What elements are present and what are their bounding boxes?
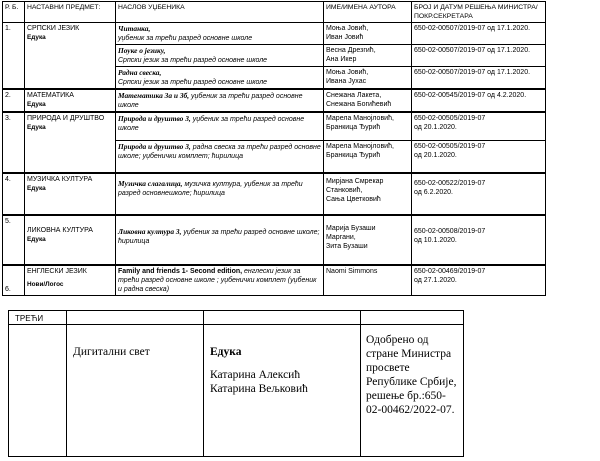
authors-cell [324,112,412,140]
subject-cell [25,173,116,215]
author: Снежана Лакета, [326,92,382,99]
title-bold: Радна свеска, [118,68,162,77]
subject-cell [25,23,116,90]
approval-text: 650-02-00505/2019-07 [414,115,486,122]
approval-text: 650-02-00545/2019-07 од 4.2.2020. [414,92,527,99]
author: Маргани, [326,234,356,241]
header-approval: БРОЈ И ДАТУМ РЕШЕЊА МИНИСТРА/ПОКР.СЕКРЕТАРА [412,2,546,23]
authors-cell [324,67,412,90]
approval-text: 650-02-00522/2019-07 [414,180,486,187]
title-bold: Природа и друштво 3, [118,141,191,151]
publisher-name: Едука [27,101,46,108]
title-rest: Српски језик за трећи разред основне школе [118,79,268,86]
digital-world-table [8,310,464,457]
textbook-table [2,1,546,296]
author: Naomi Simmons [326,268,378,275]
approval-cell [361,325,464,457]
empty-cell [204,311,361,325]
author: Моња Јовић, [326,69,369,76]
title-cell [116,89,324,112]
table-row [3,112,546,140]
author: Катарина Алексић [210,369,301,381]
author: Моња Јовић, [326,25,369,32]
author: Марела Манојловић, [326,115,394,122]
approval-cell [412,265,546,296]
authors-cell [324,89,412,112]
table-row [9,311,464,325]
row-number: 4. [3,173,25,215]
author: Сања Цветковић [326,196,381,203]
author: Ана Икер [326,56,357,63]
approval-date: од 20.1.2020. [414,151,457,159]
title-rest: Српски језик за трећи разред основне школе [118,57,268,64]
approval-cell [412,89,546,112]
row-number: 5. [3,215,25,265]
approval-text: Одобрено од стране Министра просвете Републике Србије, решење бр.:650-02-00462/2022-07. [366,334,457,416]
table-row [3,215,546,265]
author: Станковић, [326,187,363,194]
subject-name: Дигитални свет [73,346,150,358]
author: Снежана Богићевић [326,101,392,108]
author: Ивaн Јовић [326,34,364,41]
title-rest: уџбеник за трећи разред основне школе [118,93,303,109]
subject-name: СРПСКИ ЈЕЗИК [27,25,80,32]
title-rest: уџбеник за трећи разред основне школе; ћирилица [118,229,320,245]
approval-cell [412,215,546,265]
authors-cell [324,173,412,215]
header-rb: Р. Б. [3,2,25,23]
title-rest: музичка култура, уџбеник за трећи разред основнешколе; ћирилица [118,181,303,197]
subject-name: ЛИКОВНА КУЛТУРА [27,227,93,234]
subject-name: МУЗИЧКА КУЛТУРА [27,176,93,183]
authors-cell [324,45,412,67]
row-number-text: 6. [5,286,11,293]
row-number: 2. [3,89,25,112]
title-rest: уџбеник за трећи разред основне школе [118,35,253,42]
subject-cell [25,215,116,265]
publisher-name: Едука [27,34,46,41]
publisher-name: Едука [27,185,46,192]
title-bold: Ликовна култура 3, [118,227,182,236]
table-row [3,265,546,296]
header-title: НАСЛОВ УЏБЕНИКА [116,2,324,23]
title-cell [116,173,324,215]
title-bold: Family and friends 1- Second edition, [118,268,243,275]
title-bold: Читанка, [118,24,151,33]
table-row [3,89,546,112]
title-cell [116,265,324,296]
author: Бранкица Ђурић [326,151,381,159]
authors-cell [324,215,412,265]
approval-cell [412,23,546,45]
author: Ивана Јухас [326,78,367,85]
subject-cell [25,112,116,173]
title-rest: енглески језик за трећи разред основне школе ; уџбенички комплет (уџбеник и радна свеска) [118,268,317,293]
approval-text: 650-02-00508/2019-07 [414,228,486,235]
title-cell [116,112,324,140]
title-rest: радна свеска за трећи разред основне школе; уџбенички комплет; ћирилица [118,143,321,160]
approval-text: 650-02-00505/2019-07 [414,142,486,150]
table-row [9,325,464,457]
empty-cell [67,311,204,325]
subject-name: МАТЕМАТИКА [27,92,74,99]
approval-text: 650-02-00507/2019-07 од 17.1.2020. [414,25,531,32]
second-table-section [0,306,600,461]
row-number [3,265,25,296]
publisher-name: Едука [27,124,46,131]
authors-cell [324,265,412,296]
table-row [3,173,546,215]
subject-cell [67,325,204,457]
author: Мирјана Смрекар [326,178,384,185]
author: Зита Бузаши [326,243,368,250]
title-rest: уџбеник за трећи разред основне школе [118,116,305,132]
title-cell [116,140,324,173]
approval-cell [412,67,546,90]
authors-cell [324,140,412,173]
header-authors: ИМЕ/ИМЕНА АУТОРА [324,2,412,23]
author: Марела Манојловић, [326,142,394,150]
empty-cell [9,325,67,457]
header-subject: НАСТАВНИ ПРЕДМЕТ: [25,2,116,23]
approval-date: од 10.1.2020. [414,237,457,244]
subject-name: ПРИРОДА И ДРУШТВО [27,115,105,122]
row-number: 1. [3,23,25,90]
publisher-authors-cell [204,325,361,457]
title-bold: Математика 3а и 3б, [118,91,190,100]
title-cell [116,23,324,45]
title-bold: Природа и друштво 3, [118,114,191,123]
title-bold: Поуке о језику, [118,46,166,55]
empty-cell [361,311,464,325]
table-header-row [3,2,546,23]
approval-cell [412,112,546,140]
approval-text: 650-02-00507/2019-07 од 17.1.2020. [414,69,531,76]
author: Весна Дрезгић, [326,47,376,54]
title-cell [116,67,324,90]
approval-cell [412,140,546,173]
approval-cell [412,45,546,67]
title-cell [116,45,324,67]
approval-date: од 20.1.2020. [414,124,457,131]
publisher-name: Нови/Логос [27,281,64,288]
approval-text: 650-02-00507/2019-07 од 17.1.2020. [414,47,531,54]
row-number: 3. [3,112,25,173]
approval-date: од 6.2.2020. [414,189,453,196]
author: Бранкица Ђурић [326,124,381,131]
approval-text: 650-02-00469/2019-07 [414,268,486,275]
approval-date: од 27.1.2020. [414,277,457,284]
author: Марија Бузаши [326,225,376,232]
subject-name: ЕНГЛЕСКИ ЈЕЗИК [27,268,87,275]
subject-cell [25,265,116,296]
publisher-name: Едука [27,236,46,243]
subject-cell [25,89,116,112]
publisher-name: Едука [210,346,242,358]
authors-cell [324,23,412,45]
approval-cell [412,173,546,215]
author: Катарина Вељковић [210,383,308,395]
grade-label: ТРЕЋИ [9,311,67,325]
title-bold: Музичка слагалица, [118,179,183,188]
table-row [3,23,546,45]
title-cell [116,215,324,265]
